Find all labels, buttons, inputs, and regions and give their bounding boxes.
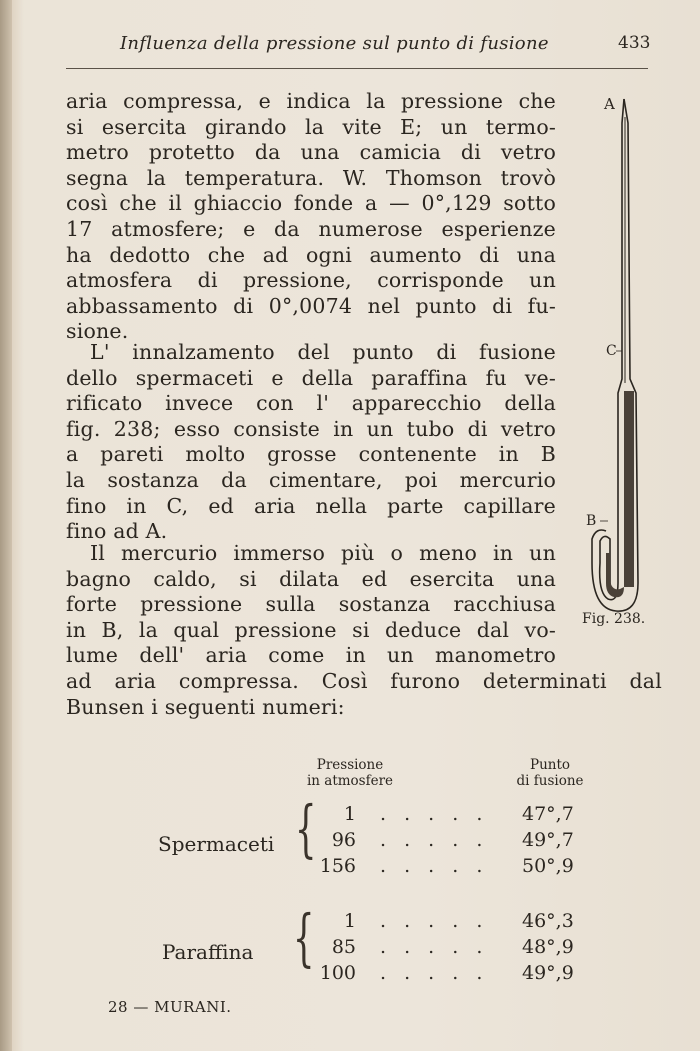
text-line: a pareti molto grosse contenente in B (66, 442, 556, 467)
substance-label: Paraffina (162, 940, 254, 964)
text-line: metro protetto da una camicia di vetro (66, 140, 556, 165)
melting-cell: 49°,9 (522, 962, 574, 984)
header-line: in atmosfere (306, 773, 394, 789)
text-line: in B, la qual pressione si deduce dal vo- (66, 617, 556, 642)
pressure-cell: 1 (343, 803, 356, 825)
text-line: lume dell' aria come in un manometro (66, 643, 556, 668)
text-line: Bunsen i seguenti numeri: (66, 694, 345, 719)
text-line: si esercita girando la vite E; un termo- (66, 114, 556, 139)
pressure-cell: 100 (319, 962, 356, 984)
pressure-cell: 156 (319, 855, 356, 877)
brace: { (294, 792, 317, 865)
leader-dots: . . . . . (380, 803, 489, 825)
text-line: segna la temperatura. W. Thomson trovò (66, 165, 556, 190)
mercury-column (624, 391, 634, 587)
paragraph-1 (66, 89, 556, 345)
mercury-bend (606, 553, 624, 597)
text-line: Il mercurio immerso più o meno in un (90, 541, 556, 565)
label-c: C (606, 343, 617, 359)
melting-cell: 46°,3 (522, 910, 574, 932)
running-title: Influenza della pressione sul punto di fusione (120, 33, 549, 54)
brace: { (292, 901, 315, 974)
column-header-melting (500, 757, 600, 789)
paragraph-2 (66, 340, 556, 545)
header-line: di fusione (516, 773, 584, 789)
text-line: abbassamento di 0°,0074 nel punto di fu- (66, 293, 556, 318)
text-line: la sostanza da cimentare, poi mercurio (66, 467, 556, 492)
pressure-cell: 85 (331, 936, 356, 958)
text-line: dello spermaceti e della paraffina fu ve- (66, 365, 556, 390)
label-b: B (586, 513, 597, 529)
leader-dots: . . . . . (380, 962, 489, 984)
text-line: bagno caldo, si dilata ed esercita una (66, 566, 556, 591)
text-line: fino ad A. (66, 519, 168, 544)
text-line: sione. (66, 319, 129, 344)
text-line: ha dedotto che ad ogni aumento di una (66, 242, 556, 267)
label-a: A (604, 95, 615, 113)
figure-caption: Fig. 238. (582, 611, 646, 627)
header-rule (66, 68, 648, 69)
header-line: Punto (529, 757, 571, 773)
figure-238-tube (586, 93, 666, 623)
pressure-cell: 96 (331, 829, 356, 851)
leader-dots: . . . . . (380, 829, 489, 851)
text-line: fino in C, ed aria nella parte capillare (66, 493, 556, 518)
text-line: L' innalzamento del punto di fusione (90, 340, 556, 364)
text-line: forte pressione sulla sostanza racchiusa (66, 592, 556, 617)
header-line: Pressione (316, 757, 384, 773)
melting-cell: 48°,9 (522, 936, 574, 958)
page-gutter (0, 0, 12, 1051)
pressure-cell: 1 (343, 910, 356, 932)
signature-mark: 28 — MURANI. (108, 998, 232, 1016)
text-line: atmosfera di pressione, corrisponde un (66, 268, 556, 293)
substance-label: Spermaceti (158, 832, 275, 856)
melting-cell: 50°,9 (522, 855, 574, 877)
text-line: così che il ghiaccio fonde a — 0°,129 sotto (66, 191, 556, 216)
melting-cell: 47°,7 (522, 803, 574, 825)
text-line: rificato invece con l' apparecchio della (66, 391, 556, 416)
leader-dots: . . . . . (380, 855, 489, 877)
melting-cell: 49°,7 (522, 829, 574, 851)
column-header-pressure (290, 757, 410, 789)
text-line: ad aria compressa. Così furono determinati dal (66, 668, 662, 693)
page-number: 433 (618, 33, 651, 53)
text-line: 17 atmosfere; e da numerose esperienze (66, 216, 556, 241)
leader-dots: . . . . . (380, 910, 489, 932)
text-line: aria compressa, e indica la pressione che (66, 89, 556, 113)
text-line: fig. 238; esso consiste in un tubo di vetro (66, 416, 556, 441)
leader-dots: . . . . . (380, 936, 489, 958)
